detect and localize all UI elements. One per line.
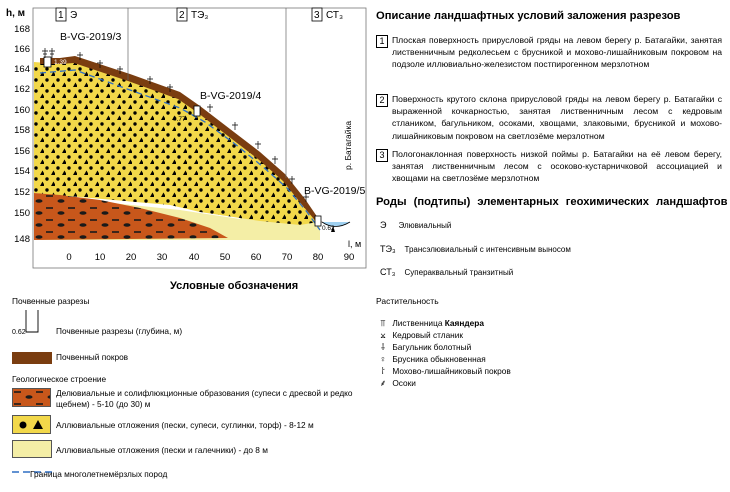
vegetation-item bbox=[376, 342, 471, 353]
landscape-item bbox=[380, 220, 451, 230]
y-tick: 154 bbox=[14, 166, 30, 177]
y-tick: 168 bbox=[14, 24, 30, 35]
zone-num: 1 bbox=[58, 10, 64, 21]
vegetation-item bbox=[376, 354, 486, 365]
permafrost-label: Граница многолетнемёрзлых пород bbox=[30, 469, 168, 479]
landscape-text: Супераквальный транзитный bbox=[404, 268, 514, 277]
x-tick: 0 bbox=[66, 252, 72, 263]
x-tick: 70 bbox=[281, 252, 293, 263]
deluvial-swatch bbox=[12, 388, 52, 408]
alluvial1-swatch bbox=[12, 415, 52, 435]
description-num: 3 bbox=[376, 149, 388, 162]
vegetation-item bbox=[376, 330, 463, 341]
y-axis-label: h, м bbox=[6, 8, 26, 19]
description-text: Плоская поверхность прирусловой гряды на левом берегу р. Батагайки, занятая лиственничным редколесьем с брусникой и мохово-лишайниковым покровом на подзоле иллювиально-железистом постпирогенном мерзлотном bbox=[392, 35, 722, 70]
profile-depth: 0.77 bbox=[173, 116, 186, 123]
zone-num: 3 bbox=[314, 10, 320, 21]
x-tick: 50 bbox=[219, 252, 231, 263]
description-text: Пологонаклонная поверхность низкой поймы р. Батагайки на её левом берегу, занятая лиственничным лесом с осоково-кустарничковой ассоциацией и хвощами на светлозёме мерзлотном bbox=[392, 149, 722, 184]
profile-depth: 0.62 bbox=[322, 225, 335, 232]
y-tick: 164 bbox=[14, 64, 30, 75]
sedge-icon: ⸙ bbox=[379, 378, 387, 388]
y-tick: 152 bbox=[14, 187, 30, 198]
description-text: Поверхность крутого склона прирусловой гряды на левом берегу р. Батагайки с выраженной кочкарностью, занятая лиственничным лесом с кедровым стлаником, багульником, осоками, хвощами, злаковыми, брусникой и мохово-лишайниковым покровом на светлозёме мерзлотном bbox=[392, 94, 722, 141]
landscape-text: Трансэлювиальный с интенсивным выносом bbox=[404, 245, 571, 254]
vegetation-item bbox=[376, 318, 484, 329]
y-tick: 156 bbox=[14, 146, 30, 157]
legend-title: Условные обозначения bbox=[170, 280, 299, 292]
moss-icon: ⸷ bbox=[381, 366, 385, 376]
y-tick: 166 bbox=[14, 44, 30, 55]
alluvial2-label: Аллювиальные отложения (пески и галечники) - до 8 м bbox=[56, 445, 268, 455]
vegetation-title: Растительность bbox=[376, 296, 439, 306]
x-tick: 90 bbox=[343, 252, 355, 263]
geo-title: Геологическое строение bbox=[12, 374, 107, 384]
y-tick: 150 bbox=[14, 208, 30, 219]
x-tick: 30 bbox=[156, 252, 168, 263]
y-tick: 158 bbox=[14, 125, 30, 136]
vegetation-text: Мохово-лишайниковый покров bbox=[392, 366, 511, 376]
x-tick: 40 bbox=[188, 252, 200, 263]
x-tick: 20 bbox=[125, 252, 137, 263]
larch-icon: ⫪ bbox=[380, 318, 386, 328]
cowberry-icon: ♀ bbox=[379, 354, 387, 364]
alluvial2-swatch bbox=[12, 440, 52, 458]
vegetation-text: Осоки bbox=[392, 378, 416, 388]
pine-icon: ⨲ bbox=[380, 330, 386, 340]
description-item bbox=[376, 148, 722, 188]
deluvial-label: Делювиальные и солифлюкционные образования (супеси с дресвой и редко щебнем) - 5-10 (до 30) м bbox=[56, 388, 353, 409]
landscape-text: Элювиальный bbox=[398, 221, 452, 230]
x-axis-label: l, м bbox=[348, 239, 362, 249]
profile-name: B-VG-2019/4 bbox=[200, 90, 262, 102]
vegetation-text: Багульник болотный bbox=[392, 342, 472, 352]
profile-depth: 1.39 bbox=[54, 59, 67, 66]
x-tick: 60 bbox=[250, 252, 262, 263]
pit-depth: 0.62 bbox=[12, 329, 26, 336]
y-tick: 160 bbox=[14, 105, 30, 116]
landscape-item bbox=[380, 267, 513, 277]
soil-cover-label: Почвенный покров bbox=[56, 352, 129, 362]
zone-num: 2 bbox=[179, 10, 185, 21]
profile-name: B-VG-2019/3 bbox=[60, 31, 122, 43]
description-item bbox=[376, 93, 722, 151]
vegetation-item bbox=[376, 378, 416, 389]
x-tick: 80 bbox=[312, 252, 324, 263]
landscape-item bbox=[380, 244, 571, 254]
river-label: р. Батагайка bbox=[343, 120, 353, 170]
vegetation-item bbox=[376, 366, 511, 377]
landscape-code: ТЭ₃ bbox=[380, 244, 396, 254]
y-tick: 148 bbox=[14, 234, 30, 245]
zone-code: Э bbox=[70, 10, 78, 21]
landscapes-title: Роды (подтипы) элементарных геохимических ландшафтов bbox=[376, 196, 728, 208]
y-tick: 162 bbox=[14, 84, 30, 95]
x-tick: 10 bbox=[94, 252, 106, 263]
zone-code: СТ₃ bbox=[326, 10, 344, 21]
ledum-icon: ⸸ bbox=[380, 342, 386, 352]
alluvial1-label: Аллювиальные отложения (пески, супеси, суглинки, торф) - 8-12 м bbox=[56, 420, 314, 430]
landscape-code: Э bbox=[380, 220, 387, 230]
vegetation-text: Кедровый стланик bbox=[392, 330, 464, 340]
description-title: Описание ландшафтных условий заложения разрезов bbox=[376, 10, 681, 22]
soil-cover-swatch bbox=[12, 352, 52, 364]
description-item bbox=[376, 34, 722, 92]
vegetation-text: Лиственница bbox=[392, 318, 445, 328]
pits-text: Почвенные разрезы (глубина, м) bbox=[56, 326, 183, 336]
zone-code: ТЭ₃ bbox=[191, 10, 209, 21]
profile-name: B-VG-2019/5 bbox=[304, 185, 366, 197]
cross-section-diagram bbox=[0, 0, 370, 275]
landscape-code: СТ₃ bbox=[380, 267, 396, 277]
pits-title: Почвенные разрезы bbox=[12, 296, 90, 306]
vegetation-bold: Каяндера bbox=[444, 318, 484, 328]
vegetation-text: Брусника обыкновенная bbox=[392, 354, 486, 364]
description-num: 2 bbox=[376, 94, 388, 107]
description-num: 1 bbox=[376, 35, 388, 48]
